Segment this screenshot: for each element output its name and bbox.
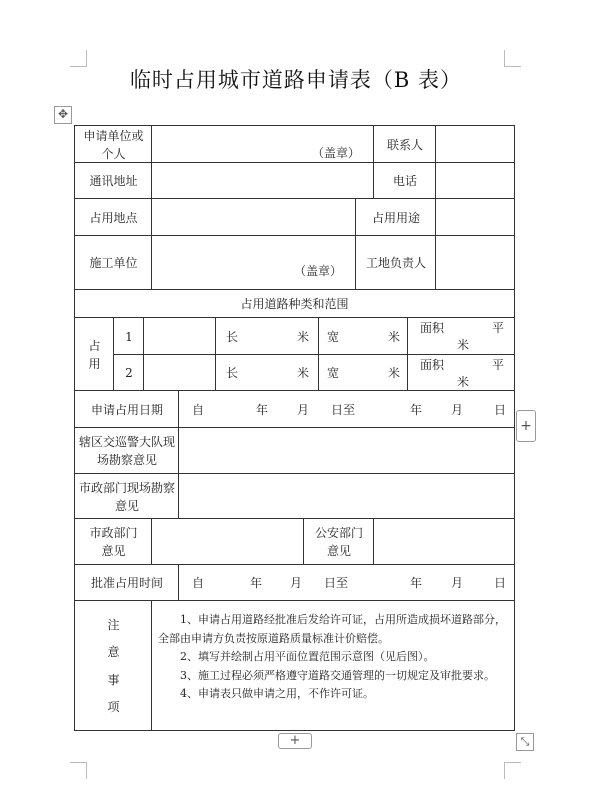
note-item: 4、申请表只做申请之用，不作许可证。 <box>180 687 374 700</box>
item-1-width[interactable] <box>318 317 408 355</box>
date-to: 日至 <box>324 576 349 590</box>
traffic-opinion-label <box>74 427 179 474</box>
occupy-label <box>74 317 114 391</box>
date-month: 月 <box>451 402 464 417</box>
item-1-area[interactable] <box>407 317 515 355</box>
site-manager-field[interactable] <box>435 235 515 290</box>
approve-date-label: 批准占用时间 <box>74 564 179 601</box>
site-manager-label <box>355 235 436 290</box>
page-corner-mark <box>70 762 87 779</box>
contact-label: 联系人 <box>373 125 436 163</box>
item-2-number: 2 <box>113 354 144 391</box>
meter-unit: 米 <box>296 366 309 380</box>
date-month: 月 <box>451 576 464 590</box>
location-label: 占用地点 <box>74 198 152 236</box>
applicant-label <box>74 125 152 163</box>
date-year: 年 <box>250 576 263 590</box>
length-label: 长 <box>226 366 239 380</box>
width-label: 宽 <box>327 366 340 380</box>
item-2-length[interactable] <box>215 354 319 391</box>
length-label: 长 <box>226 329 239 344</box>
add-row-button[interactable]: + <box>278 733 312 749</box>
date-month: 月 <box>290 576 303 590</box>
location-field[interactable] <box>151 198 356 236</box>
date-year: 年 <box>410 576 423 590</box>
notes-label-char: 项 <box>107 699 120 714</box>
municipal-site-label-text: 市政部门现场勘察意见 <box>78 480 175 513</box>
police-opinion-field[interactable] <box>373 518 515 565</box>
note-item: 1、申请占用道路经批准后发给许可证，占用所造成损坏道路部分，全部由申请方负责按原道路质量标准计价赔偿。 <box>158 613 506 645</box>
date-year: 年 <box>256 402 269 417</box>
traffic-opinion-label-text: 辖区交巡警大队现场勘察意见 <box>78 435 175 467</box>
municipal-site-label <box>74 473 179 519</box>
item-1-type-field[interactable] <box>143 317 216 355</box>
sqm-unit-part1: 平 <box>492 321 505 335</box>
municipal-opinion-label-text: 市政部门意见 <box>89 526 138 558</box>
police-opinion-label <box>303 518 374 565</box>
notes-label-char: 事 <box>107 672 120 687</box>
purpose-label: 占用用途 <box>355 198 436 236</box>
apply-date-label: 申请占用日期 <box>74 390 179 428</box>
occupy-label-text: 占用 <box>88 338 101 371</box>
address-field[interactable] <box>151 162 374 199</box>
traffic-opinion-field[interactable] <box>178 427 515 474</box>
scope-header: 占用道路种类和范围 <box>74 289 515 318</box>
contact-field[interactable] <box>435 125 515 163</box>
notes-label <box>74 600 152 731</box>
notes-label-char: 意 <box>107 645 120 660</box>
municipal-opinion-field[interactable] <box>151 518 304 565</box>
date-month: 月 <box>297 402 310 417</box>
date-to: 日至 <box>331 402 356 417</box>
page-corner-mark <box>504 762 521 779</box>
contractor-seal: （盖章） <box>293 264 342 278</box>
table-resize-icon[interactable]: ⤡ <box>516 733 534 751</box>
area-label: 面积 <box>420 358 445 372</box>
applicant-label-text: 申请单位或个人 <box>83 128 144 161</box>
sqm-unit-part2: 米 <box>457 338 470 352</box>
table-move-icon[interactable]: ✥ <box>54 106 72 124</box>
applicant-field[interactable] <box>151 125 374 163</box>
phone-label: 电话 <box>373 162 436 199</box>
approve-date-field[interactable] <box>178 564 515 601</box>
address-label: 通讯地址 <box>74 162 152 199</box>
municipal-site-field[interactable] <box>178 473 515 519</box>
date-year: 年 <box>410 402 423 417</box>
sqm-unit-part2: 米 <box>457 375 470 389</box>
date-day: 日 <box>494 402 507 417</box>
item-1-number: 1 <box>113 317 144 355</box>
purpose-field[interactable] <box>435 198 515 236</box>
contractor-label: 施工单位 <box>74 235 152 290</box>
area-label: 面积 <box>420 321 445 335</box>
date-from: 自 <box>192 576 205 590</box>
sqm-unit-part1: 平 <box>492 358 505 372</box>
item-2-area[interactable] <box>407 354 515 391</box>
note-item: 3、施工过程必须严格遵守道路交通管理的一切规定及审批要求。 <box>180 668 495 682</box>
note-item: 2、填写并绘制占用平面位置范围示意图（见后图）。 <box>180 650 435 663</box>
date-from: 自 <box>192 402 205 417</box>
meter-unit: 米 <box>296 329 309 344</box>
site-manager-label-text: 工地负责人 <box>365 256 426 270</box>
notes-label-char: 注 <box>107 618 120 633</box>
police-opinion-label-text: 公安部门意见 <box>314 526 363 558</box>
phone-field[interactable] <box>435 162 515 199</box>
item-2-type-field[interactable] <box>143 354 216 391</box>
meter-unit: 米 <box>387 366 400 380</box>
item-2-width[interactable] <box>318 354 408 391</box>
document-title: 临时占用城市道路申请表（B 表） <box>129 68 463 92</box>
notes-content <box>151 600 515 731</box>
item-1-length[interactable] <box>215 317 319 355</box>
width-label: 宽 <box>327 329 340 344</box>
add-column-button[interactable]: + <box>516 410 536 442</box>
apply-date-field[interactable] <box>178 390 515 428</box>
contractor-field[interactable] <box>151 235 356 290</box>
date-day: 日 <box>494 576 507 590</box>
municipal-opinion-label <box>74 518 152 565</box>
meter-unit: 米 <box>387 329 400 344</box>
applicant-seal: （盖章） <box>311 146 360 160</box>
